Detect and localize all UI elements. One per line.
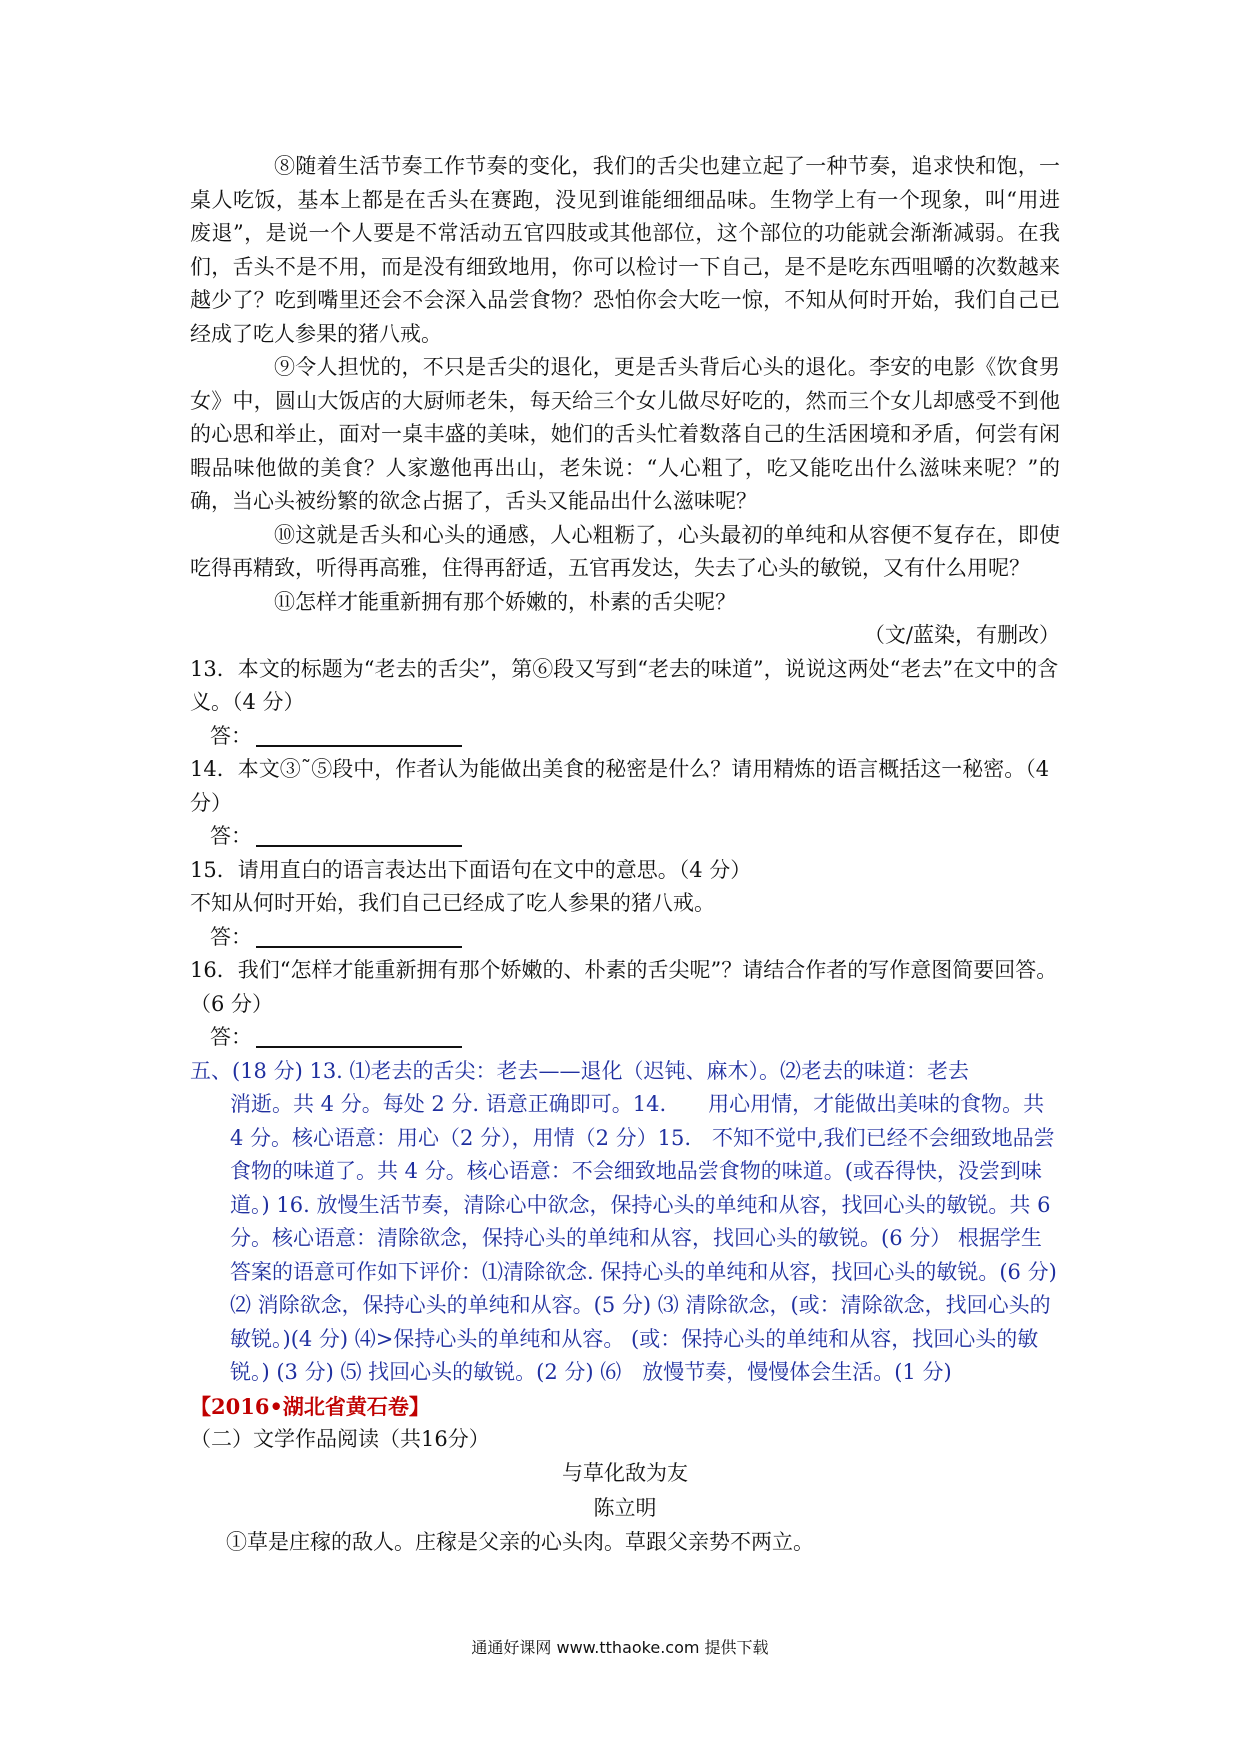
answer-line-16 [210,1021,1060,1055]
answer-blank[interactable] [256,723,462,747]
article-paragraph-1: ①草是庄稼的敌人。庄稼是父亲的心头肉。草跟父亲势不两立。 [226,1530,814,1554]
document-page [190,150,1060,1560]
article-title: 与草化敌为友 [562,1461,688,1485]
question-15: 15．请用直白的语言表达出下面语句在文中的意思。（4 分） [190,857,752,882]
answer-key-line-1: 五、(18 分) 13. ⑴老去的舌尖：老去——退化（迟钝、麻木）。⑵老去的味道：老去 [190,1058,970,1083]
answer-line-13 [210,720,1060,754]
paragraph-8: ⑧随着生活节奏工作节奏的变化，我们的舌尖也建立起了一种节奏，追求快和饱，一桌人吃饭，基本上都是在舌头在赛跑，没见到谁能细细品味。生物学上有一个现象，叫“用进废退”，是说一个人要是不常活动五官四肢或其他部位，这个部位的功能就会渐渐减弱。在我们，舌头不是不用，而是没有细致地用，你可以检讨一下自己，是不是吃东西咀嚼的次数越来越少了？吃到嘴里还会不会深入品尝食物？恐怕你会大吃一惊，不知从何时开始，我们自己已经成了吃人参果的猪八戒。 [190,154,1060,346]
paragraph-11: ⑪怎样才能重新拥有那个娇嫩的，朴素的舌尖呢？ [274,589,736,614]
article-author: 陈立明 [593,1496,657,1520]
question-15-quote: 不知从何时开始，我们自己已经成了吃人参果的猪八戒。 [190,891,715,915]
answer-blank[interactable] [256,1024,462,1048]
section-subheader: （二）文学作品阅读（共16分） [190,1426,490,1451]
answer-label: 答： [210,723,252,748]
answer-blank[interactable] [256,823,462,847]
answer-label: 答： [210,1025,252,1049]
answer-label: 答： [210,824,252,848]
question-16: 16．我们“怎样才能重新拥有那个娇嫩的、朴素的舌尖呢”？请结合作者的写作意图简要回答。（6 分） [190,958,1058,1016]
question-14: 14．本文③˜⑤段中，作者认为能做出美食的秘密是什么？请用精炼的语言概括这一秘密。（4 分） [190,757,1050,815]
question-13: 13．本文的标题为“老去的舌尖”，第⑥段又写到“老去的味道”，说说这两处“老去”在文中的含义。（4 分） [190,656,1059,714]
paragraph-10: ⑩这就是舌头和心头的通感，人心粗粝了，心头最初的单纯和从容便不复存在，即使吃得再精致，听得再高雅，住得再舒适，五官再发达，失去了心头的敏锐，又有什么用呢？ [190,522,1060,580]
answer-blank[interactable] [256,924,462,948]
page-footer: 通通好课网 www.tthaoke.com 提供下载 [471,1638,769,1657]
answer-key-body: 消逝。共 4 分。每处 2 分. 语意正确即可。14. 用心用情，才能做出美味的食物。共 4 分。核心语意：用心（2 分），用情（2 分）15. 不知不觉中,我们已经不会细致地品尝食物的味道了。共 4 分。核心语意：不会细致地品尝食物的味道。(或吞得快，没尝到味道。) 16. 放慢生活节奏，清除心中欲念，保持心头的单纯和从容，找回心头的敏锐。共 6 分。核心语意：清除欲念，保持心头的单纯和从容，找回心头的敏锐。(6 分） 根据学生答案的语意可作如下评价：⑴清除欲念. 保持心头的单纯和从容，找回心头的敏锐。(6 分) ⑵ 消除欲念，保持心头的单纯和从容。(5 分) ⑶ 清除欲念，(或：清除欲念，找回心头的敏锐。)(4 分) ⑷>保持心头的单纯和从容。 (或：保持心头的单纯和从容，找回心头的敏锐。) (3 分) ⑸ 找回心头的敏锐。(2 分) ⑹ 放慢节奏，慢慢体会生活。(1 分) [230,1092,1057,1384]
answer-line-15 [210,921,1060,955]
answer-key [190,1055,1060,1390]
answer-line-14 [210,820,1060,854]
answer-label: 答： [210,924,252,949]
section-header: 【2016•湖北省黄石卷】 [190,1393,430,1419]
source-attribution: （文/蓝染，有删改） [863,623,1060,647]
paragraph-9: ⑨令人担忧的，不只是舌尖的退化，更是舌头背后心头的退化。李安的电影《饮食男女》中，圆山大饭店的大厨师老朱，每天给三个女儿做尽好吃的，然而三个女儿却感受不到他的心思和举止，面对一桌丰盛的美味，她们的舌头忙着数落自己的生活困境和矛盾，何尝有闲暇品味他做的美食？人家邀他再出山，老朱说：“人心粗了，吃又能吃出什么滋味来呢？”的确，当心头被纷繁的欲念占据了，舌头又能品出什么滋味呢？ [190,355,1060,513]
